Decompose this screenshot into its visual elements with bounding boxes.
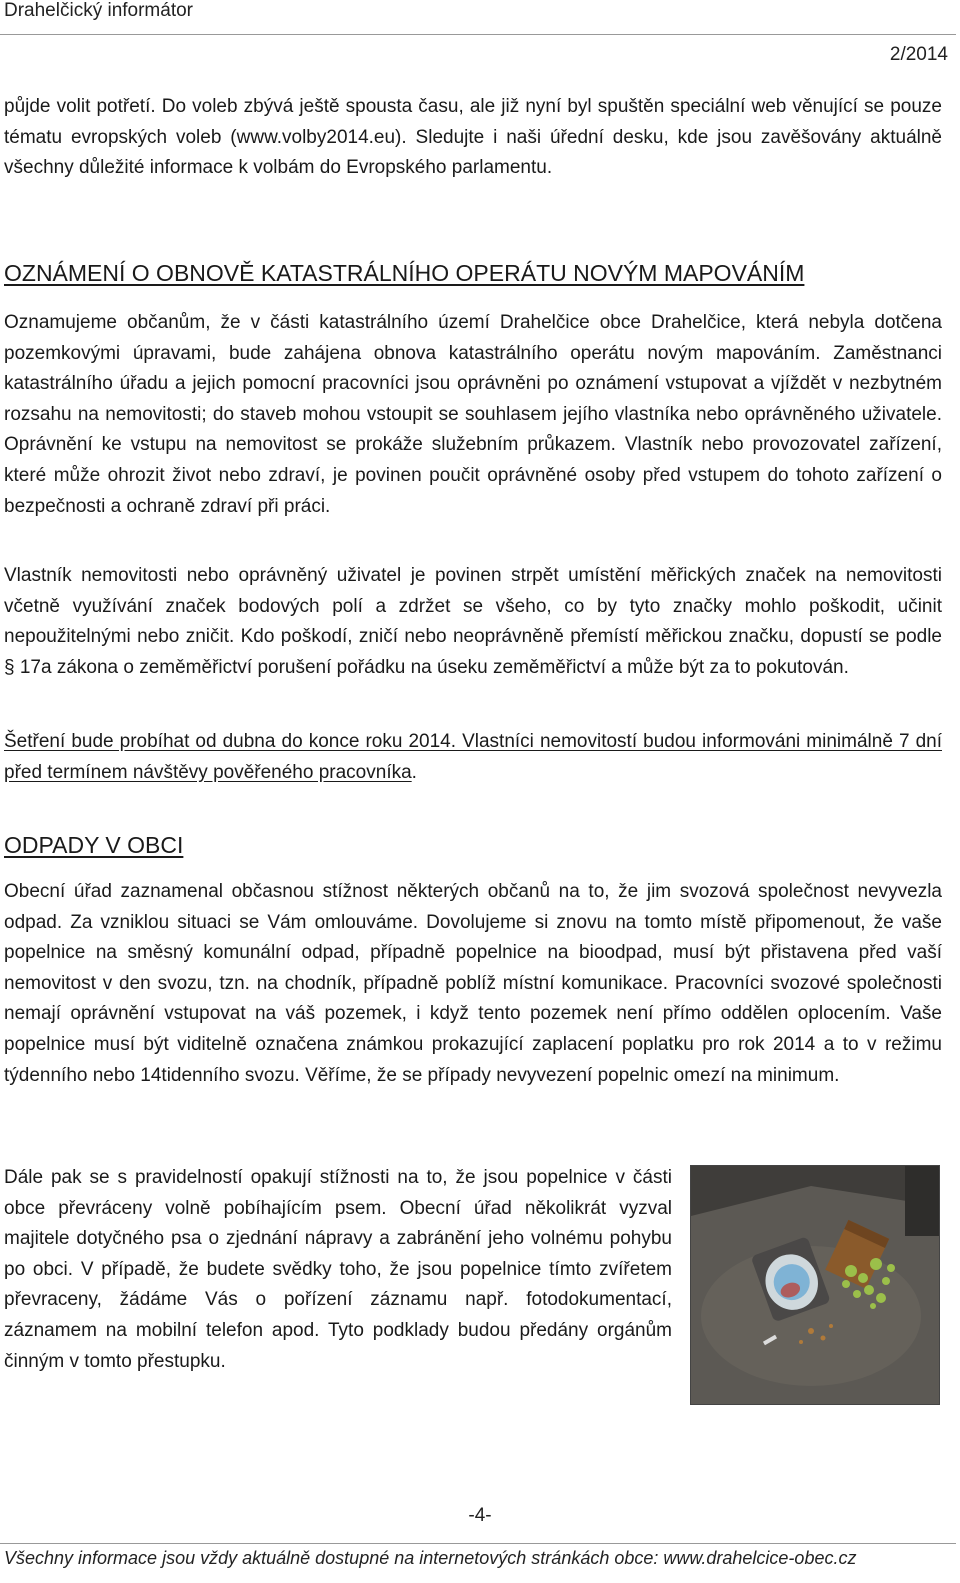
footer-divider (0, 1543, 956, 1544)
waste-paragraph-2: Dále pak se s pravidelností opakují stížnosti na to, že jsou popelnice v části obce převráceny volně pobíhajícím psem. Obecní úřad několikrát vyzval majitele dotyčného psa o zjednání nápravy a zabránění jeho volnému pohybu po obci. V případě, že budete svědky toho, že jsou popelnice tímto zvířetem převraceny, žádáme Vás o pořízení záznamu např. fotodokumentací, záznamem na mobilní telefon apod. Tyto podklady budou předány orgánům činným v tomto přestupku. (4, 1167, 672, 1372)
issue-number: 2/2014 (889, 44, 948, 65)
header-divider (0, 34, 956, 35)
waste-paragraph-1: Obecní úřad zaznamenal občasnou stížnost některých občanů na to, že jim svozová společnost nevyvezla odpad. Za vzniklou situaci se Vám omlouváme. Dovolujeme si znovu na tomto místě připomenout, že vaše popelnice na směsný komunální odpad, případně popelnice na bioodpad, musí být přistavena před vaší nemovitost v den svozu, tzn. na chodník, případně poblíž místní komunikace. Pracovníci svozové společnosti nemají oprávnění vstupovat na váš pozemek, i když tento pozemek není přímo oddělen oplocením. Vaše popelnice musí být viditelně označena známkou prokazující zaplacení poplatku pro rok 2014 a to v režimu týdenního nebo 14tidenního svozu. Věříme, že se případy nevyvezení popelnic omezí na minimum. (4, 881, 942, 1086)
cadastral-paragraph-3 (4, 727, 942, 788)
cadastral-paragraph-1: Oznamujeme občanům, že v části katastrálního území Drahelčice obce Drahelčice, která nebyla dotčena pozemkovými úpravami, bude zahájena obnova katastrálního operátu novým mapováním. Zaměstnanci katastrálního úřadu a jejich pomocní pracovníci jsou oprávněni po oznámení vstupovat a vjíždět v nezbytném rozsahu na nemovitosti; do staveb mohou vstoupit se souhlasem jejího vlastníka nebo oprávněného uživatele. Oprávnění ke vstupu na nemovitost se prokáže služebním průkazem. Vlastník nebo provozovatel zařízení, které může ohrozit život nebo zdraví, je povinen poučit oprávněné osoby před vstupem do tohoto zařízení o bezpečnosti a ochraně zdraví při práci. (4, 312, 942, 517)
newsletter-title: Drahelčický informátor (4, 0, 193, 21)
overturned-bins-photo (690, 1165, 940, 1405)
footer-note: Všechny informace jsou vždy aktuálně dostupné na internetových stránkách obce: www.drahelcice-obec.cz (4, 1548, 857, 1568)
intro-paragraph: půjde volit potřetí. Do voleb zbývá ještě spousta času, ale již nyní byl spuštěn speciální web věnující se pouze tématu evropských voleb (www.volby2014.eu). Sledujte i naši úřední desku, kde jsou zavěšovány aktuálně všechny důležité informace k volbám do Evropského parlamentu. (4, 96, 942, 179)
section-heading-cadastral: OZNÁMENÍ O OBNOVĚ KATASTRÁLNÍHO OPERÁTU NOVÝM MAPOVÁNÍM (4, 260, 805, 286)
page-number: -4- (468, 1505, 492, 1526)
survey-schedule-period: . (411, 761, 417, 783)
survey-schedule-text: Šetření bude probíhat od dubna do konce roku 2014. Vlastníci nemovitostí budou informováni minimálně 7 dní před termínem návštěvy pověřeného pracovníka (4, 731, 942, 783)
cadastral-paragraph-2: Vlastník nemovitosti nebo oprávněný uživatel je povinen strpět umístění měřických značek na nemovitosti včetně využívání značek bodových polí a zdržet se všeho, co by tyto značky mohlo poškodit, učinit nepoužitelnými nebo zničit. Kdo poškodí, zničí nebo neoprávněně přemístí měřickou značku, dopustí se podle § 17a zákona o zeměměřictví porušení pořádku na úseku zeměměřictví a může být za to pokutován. (4, 565, 942, 678)
section-heading-waste: ODPADY V OBCI (4, 832, 184, 858)
